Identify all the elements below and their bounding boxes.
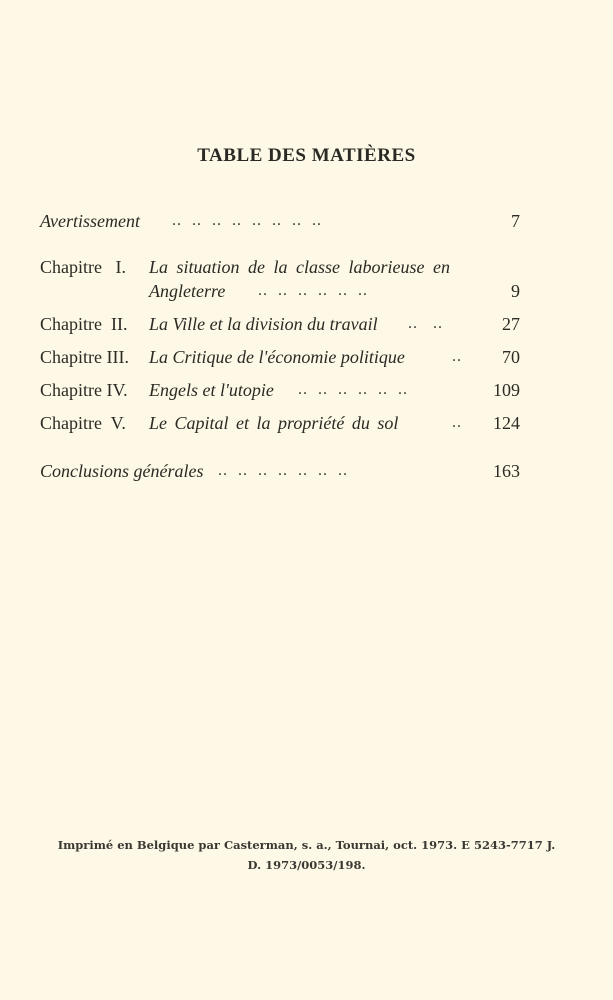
toc-entry-page: 7: [511, 211, 520, 231]
toc-entry-title: La situation de la classe laborieuse en: [149, 257, 450, 277]
toc-entry-page: 27: [502, 314, 520, 334]
toc-entry-page: 124: [493, 413, 520, 433]
dot-leader: .. .. .. .. .. ..: [298, 381, 408, 398]
dot-leader: .. .. .. .. .. ..: [258, 282, 368, 299]
toc-entry-title: La Critique de l'économie politique: [149, 347, 405, 367]
chapter-number: Chapitre II.: [40, 314, 128, 334]
toc-entry-chapter-1-continued: [40, 280, 520, 304]
imprint-line-2: D. 1973/0053/198.: [247, 858, 366, 872]
toc-entry-title: La Ville et la division du travail: [149, 314, 378, 334]
toc-entry-chapter-5: [40, 412, 520, 436]
dot-leader: .. .. .. .. .. .. ..: [218, 462, 348, 479]
chapter-number: Chapitre I.: [40, 257, 126, 277]
chapter-number: Chapitre V.: [40, 413, 126, 433]
toc-entry-title: Engels et l'utopie: [149, 380, 274, 400]
toc-entry-avertissement: [40, 210, 520, 234]
toc-entry-conclusions: [40, 460, 520, 484]
toc-entry-chapter-1: [40, 256, 520, 280]
dot-leader: .. .. .. .. .. .. .. ..: [172, 212, 322, 229]
toc-entry-page: 9: [511, 281, 520, 301]
dot-leader: ..: [452, 348, 462, 365]
toc-entry-chapter-3: [40, 346, 520, 370]
chapter-number: Chapitre IV.: [40, 380, 128, 400]
toc-entry-chapter-2: [40, 313, 520, 337]
toc-entry-title: Le Capital et la propriété du sol: [149, 413, 399, 433]
dot-leader: .. ..: [408, 315, 443, 332]
toc-entry-page: 70: [502, 347, 520, 367]
toc-entry-title: Conclusions générales: [40, 461, 204, 481]
toc-entry-chapter-4: [40, 379, 520, 403]
page-title: TABLE DES MATIÈRES: [197, 145, 416, 166]
toc-entry-page: 163: [493, 461, 520, 481]
imprint-line-1: Imprimé en Belgique par Casterman, s. a., Tournai, oct. 1973. E 5243-7717 J.: [57, 838, 556, 852]
toc-entry-title-continued: Angleterre: [149, 281, 226, 301]
toc-entry-title: Avertissement: [40, 211, 140, 231]
dot-leader: ..: [452, 414, 462, 431]
chapter-number: Chapitre III.: [40, 347, 129, 367]
printer-imprint: [0, 835, 613, 875]
toc-entry-page: 109: [493, 380, 520, 400]
